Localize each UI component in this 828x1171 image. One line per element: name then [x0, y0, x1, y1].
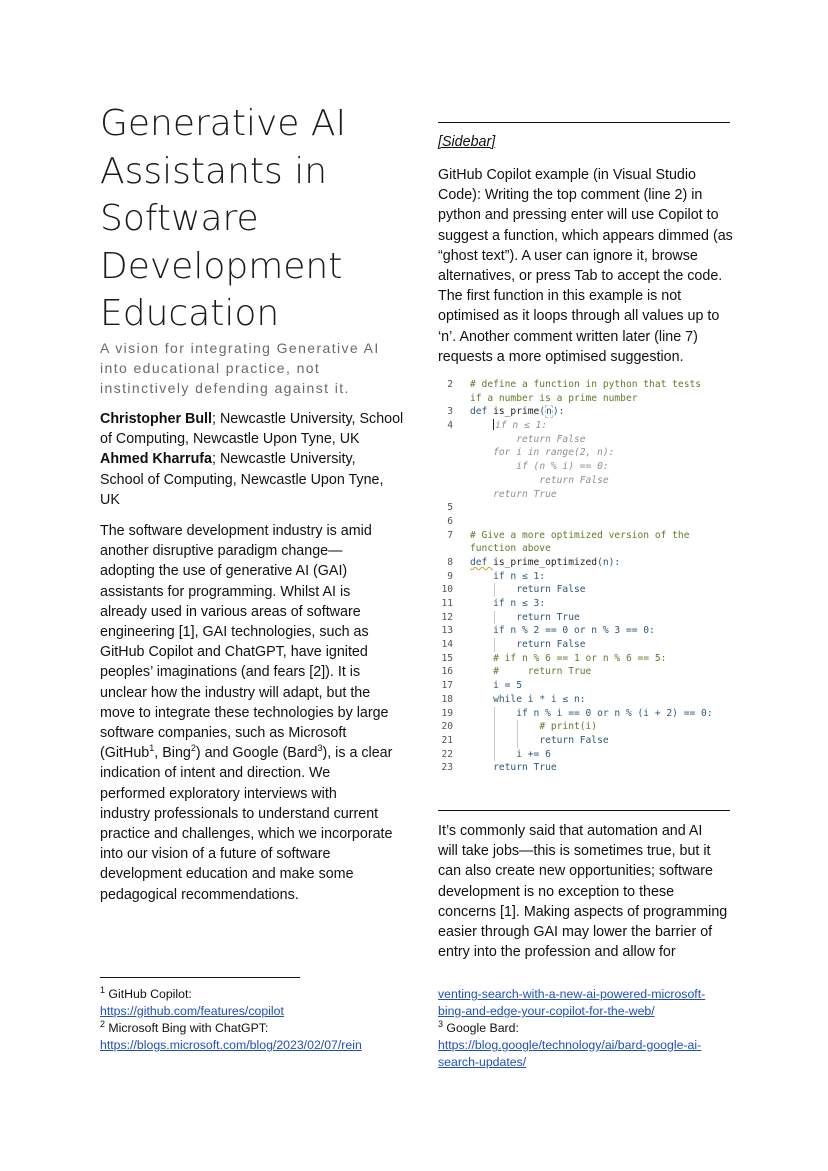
code-text: return True	[493, 762, 557, 774]
code-text	[453, 405, 738, 419]
code-comment: # return True	[493, 666, 592, 678]
code-line	[438, 720, 738, 734]
line-number: 18	[441, 693, 453, 705]
code-function: is_prime	[493, 406, 540, 418]
code-line	[438, 474, 738, 488]
ghost-text: for i in range(2, n):	[493, 447, 615, 459]
title-line: Education	[100, 293, 280, 334]
ghost-text: if (n % i) == 0:	[516, 461, 609, 473]
code-line	[438, 665, 738, 679]
author-affiliation: School of Computing, Newcastle Upon Tyne,	[100, 471, 384, 488]
footnote-link[interactable]: https://blog.google/technology/ai/bard-google-ai-	[438, 1038, 702, 1052]
author-affiliation: ; Newcastle University,	[212, 451, 356, 468]
code-line	[438, 652, 738, 666]
code-text: i = 5	[493, 680, 522, 692]
code-text: return False	[516, 639, 586, 651]
line-number	[438, 542, 453, 556]
code-comment	[453, 652, 738, 666]
line-number: 7	[447, 529, 453, 541]
footnote-link[interactable]: https://blogs.microsoft.com/blog/2023/02/07/rein	[100, 1038, 362, 1052]
code-text: i += 6	[516, 748, 551, 760]
title-line: Development	[100, 245, 343, 287]
author-name: Christopher Bull	[100, 411, 212, 427]
code-text: if n % 2 == 0 or n % 3 == 0:	[493, 625, 655, 637]
body-paragraph	[438, 821, 738, 962]
footnote-2-url	[100, 1037, 400, 1054]
text-line: peoples’ imaginations (and fears [2]). It is	[100, 664, 361, 681]
line-number	[438, 488, 453, 502]
code-line	[438, 433, 738, 447]
line-number: 9	[447, 570, 453, 582]
code-comment: function above	[470, 543, 551, 555]
code-line	[438, 570, 738, 584]
code-text: while i * i ≤ n:	[493, 693, 586, 705]
footnote-link[interactable]: venting-search-with-a-new-ai-powered-microsoft-	[438, 987, 706, 1001]
line-number: 21	[441, 734, 453, 746]
line-number: 5	[447, 502, 453, 514]
footnote-2-url-cont	[438, 986, 738, 1003]
text-span: ), is a clear	[322, 745, 393, 762]
code-line	[438, 707, 738, 721]
text-line: python and pressing enter will use Copilot to	[438, 207, 719, 224]
line-number: 22	[441, 748, 453, 760]
code-line	[438, 501, 738, 515]
text-line: adopting the use of generative AI (GAI)	[100, 563, 348, 580]
paper-title	[100, 100, 400, 338]
footnote-link[interactable]: https://github.com/features/copilot	[100, 1004, 284, 1018]
line-number	[438, 446, 453, 460]
footnote-label: GitHub Copilot:	[105, 987, 192, 1001]
author-affiliation: UK	[100, 491, 120, 508]
code-function: is_prime_optimized	[493, 556, 598, 568]
footnote-ref[interactable]: 3	[317, 743, 323, 754]
line-number: 10	[441, 584, 453, 596]
code-line	[438, 392, 738, 406]
text-line: The software development industry is amid	[100, 523, 372, 539]
code-line	[438, 748, 738, 762]
footnote-number: 2	[100, 1018, 106, 1029]
text-span: , Bing	[154, 745, 191, 762]
code-comment: # if n % 6 == 1 or n % 6 == 5:	[493, 652, 667, 664]
text-cursor	[493, 419, 494, 430]
footnote-ref[interactable]: 2	[190, 743, 196, 754]
code-text	[453, 515, 738, 529]
text-line: optimised as it loops through all values up to	[438, 308, 720, 325]
indent-guide	[517, 720, 518, 734]
code-line	[438, 693, 738, 707]
author-affiliation: of Computing, Newcastle Upon Tyne, UK	[100, 431, 360, 448]
line-number: 14	[441, 639, 453, 651]
text-line: It’s commonly said that automation and AI	[438, 823, 703, 839]
line-number: 15	[441, 652, 453, 664]
footnote-1-url	[100, 1003, 400, 1020]
line-number	[438, 460, 453, 474]
code-text: (	[539, 406, 546, 418]
code-keyword: def	[470, 406, 494, 418]
ghost-text	[453, 488, 738, 502]
code-param: n	[546, 406, 552, 418]
code-text	[453, 693, 738, 707]
indent-guide	[494, 748, 495, 762]
sidebar-description	[438, 165, 738, 367]
footnote-ref[interactable]: 1	[149, 743, 155, 754]
code-text	[453, 611, 738, 625]
code-comment: if a number is a prime number	[470, 392, 638, 404]
text-line: entry into the profession and allow for	[438, 944, 676, 961]
paper-subtitle	[100, 338, 390, 398]
text-line: engineering [1], GAI technologies, such as	[100, 624, 369, 641]
code-comment	[453, 665, 738, 679]
text-line: assistants for programming. Whilst AI is	[100, 583, 351, 600]
text-line: “ghost text”). A user can ignore it, browse	[438, 247, 698, 264]
line-number: 12	[441, 611, 453, 623]
footnotes-right	[438, 986, 738, 1071]
code-text: return False	[516, 584, 586, 596]
text-line: development is no exception to these	[438, 883, 675, 900]
line-number: 20	[441, 721, 453, 733]
text-line: pedagogical recommendations.	[100, 886, 299, 903]
text-line: industry professionals to understand current	[100, 805, 379, 822]
ghost-text: return True	[493, 488, 557, 500]
sidebar-tag: [Sidebar]	[438, 134, 496, 150]
text-line	[100, 743, 400, 763]
line-number	[438, 474, 453, 488]
line-number: 4	[447, 420, 453, 432]
text-line: suggest a function, which appears dimmed (as	[438, 227, 733, 244]
code-line	[438, 515, 738, 529]
indent-guide	[494, 611, 495, 625]
footnote-number: 1	[100, 984, 106, 995]
subtitle-line: instinctively defending against it.	[100, 380, 350, 396]
text-line: will take jobs—this is sometimes true, but it	[438, 843, 711, 860]
code-text	[453, 734, 738, 748]
text-line: alternatives, or press Tab to accept the code.	[438, 268, 723, 285]
footnote-link[interactable]: bing-and-edge-your-copilot-for-the-web/	[438, 1004, 655, 1018]
footnote-3-url	[438, 1037, 738, 1054]
code-text: if n % i == 0 or n % (i + 2) == 0:	[516, 707, 713, 719]
code-text	[453, 707, 738, 721]
code-text	[453, 556, 738, 570]
indent-guide	[494, 720, 495, 734]
ghost-text	[453, 460, 738, 474]
footnote-number: 3	[438, 1018, 444, 1029]
text-line: ‘n’. Another comment written later (line 7)	[438, 328, 698, 345]
code-line	[438, 624, 738, 638]
code-line	[438, 611, 738, 625]
title-line: Assistants in	[100, 150, 328, 192]
code-line	[438, 488, 738, 502]
code-screenshot	[438, 378, 738, 775]
code-line	[438, 378, 738, 392]
code-line	[438, 556, 738, 570]
footnote-link[interactable]: search-updates/	[438, 1055, 527, 1069]
code-text: if n ≤ 3:	[493, 598, 546, 609]
ghost-text	[453, 446, 738, 460]
code-comment: # define a function in python that tests	[470, 379, 702, 390]
code-comment	[453, 720, 738, 734]
text-line: move to integrate these technologies by large	[100, 704, 389, 721]
line-number: 16	[441, 666, 453, 678]
code-line	[438, 761, 738, 775]
text-line: requests a more optimised suggestion.	[438, 348, 684, 365]
indent-guide	[494, 734, 495, 748]
line-number	[438, 433, 453, 447]
line-number: 23	[441, 762, 453, 774]
line-number: 19	[441, 707, 453, 719]
subtitle-line: A vision for integrating Generative AI	[100, 340, 380, 356]
line-number: 6	[447, 515, 453, 527]
text-span: ) and Google (Bard	[195, 745, 318, 762]
title-line: Generative AI	[100, 103, 347, 144]
line-number: 3	[447, 406, 453, 418]
text-line: can also create new opportunities; software	[438, 863, 713, 880]
footnote-1	[100, 986, 400, 1003]
text-line: easier through GAI may lower the barrier of	[438, 924, 713, 941]
text-line: concerns [1]. Making aspects of programming	[438, 903, 728, 920]
author-line	[100, 449, 395, 469]
code-text	[453, 583, 738, 597]
text-line: The first function in this example is not	[438, 288, 682, 305]
line-number	[438, 392, 453, 406]
sidebar-top-rule	[438, 122, 730, 123]
ghost-text	[453, 433, 738, 447]
line-number: 11	[441, 598, 453, 609]
ghost-text	[453, 474, 738, 488]
footnote-2	[100, 1020, 400, 1037]
ghost-text: return False	[516, 433, 586, 445]
code-text: return False	[539, 734, 609, 746]
line-number: 8	[447, 556, 453, 568]
code-line	[438, 679, 738, 693]
abstract-paragraph	[100, 521, 400, 905]
code-keyword: def	[470, 556, 494, 568]
text-line: software companies, such as Microsoft	[100, 725, 347, 742]
code-line	[438, 446, 738, 460]
code-text: ):	[552, 406, 565, 418]
code-text	[453, 624, 738, 638]
code-text	[453, 570, 738, 584]
code-text	[453, 419, 738, 433]
text-line: indication of intent and direction. We	[100, 765, 331, 782]
code-line	[438, 638, 738, 652]
code-text	[453, 501, 738, 515]
indent-guide	[494, 638, 495, 652]
indent-guide	[494, 707, 495, 721]
code-line	[438, 583, 738, 597]
code-text: (n):	[597, 556, 621, 568]
footnote-3-url	[438, 1054, 738, 1071]
line-number: 13	[441, 625, 453, 637]
code-text	[453, 761, 738, 775]
text-line: already used in various areas of software	[100, 603, 361, 620]
code-line	[438, 405, 738, 419]
footnote-separator	[100, 977, 300, 978]
code-line	[438, 542, 738, 556]
text-line: another disruptive paradigm change—	[100, 543, 343, 560]
text-line: practice and challenges, which we incorporate	[100, 826, 393, 843]
footnote-label: Microsoft Bing with ChatGPT:	[105, 1021, 269, 1035]
ghost-text: return False	[539, 474, 609, 486]
indent-guide	[517, 734, 518, 748]
code-line	[438, 597, 738, 611]
line-number: 17	[441, 680, 453, 692]
footnote-2-url-cont	[438, 1003, 738, 1020]
code-comment: # Give a more optimized version of the	[470, 529, 690, 541]
code-text	[453, 597, 738, 611]
footnote-3	[438, 1020, 738, 1037]
code-line	[438, 460, 738, 474]
code-line	[438, 529, 738, 543]
text-line: development education and make some	[100, 866, 354, 883]
text-line: into our vision of a future of software	[100, 846, 331, 863]
code-line	[438, 734, 738, 748]
text-line: Code): Writing the top comment (line 2) in	[438, 187, 703, 204]
code-text: if n ≤ 1:	[493, 570, 546, 582]
text-line: GitHub Copilot example (in Visual Studio	[438, 167, 697, 183]
author-affiliation: ; Newcastle University, School	[212, 411, 404, 427]
text-span: (GitHub	[100, 745, 150, 762]
text-line: GitHub Copilot and ChatGPT, have ignited	[100, 644, 368, 661]
ghost-text: if n ≤ 1:	[495, 420, 548, 432]
author-block	[100, 409, 404, 510]
author-line	[100, 409, 404, 429]
footnotes-left	[100, 986, 400, 1054]
code-line	[438, 419, 738, 433]
title-line: Software	[100, 198, 259, 239]
code-text	[453, 638, 738, 652]
line-number: 2	[447, 379, 453, 390]
footnote-label: Google Bard:	[443, 1021, 519, 1035]
text-line: performed exploratory interviews with	[100, 785, 337, 802]
code-text	[453, 748, 738, 762]
indent-guide	[494, 583, 495, 597]
sidebar-bottom-rule	[438, 810, 730, 811]
code-text: return True	[516, 611, 580, 623]
author-name: Ahmed Kharrufa	[100, 451, 213, 468]
subtitle-line: into educational practice, not	[100, 360, 321, 376]
text-line: unclear how the industry will adapt, but the	[100, 684, 371, 701]
code-text	[453, 679, 738, 693]
code-comment: # print(i)	[539, 721, 598, 733]
